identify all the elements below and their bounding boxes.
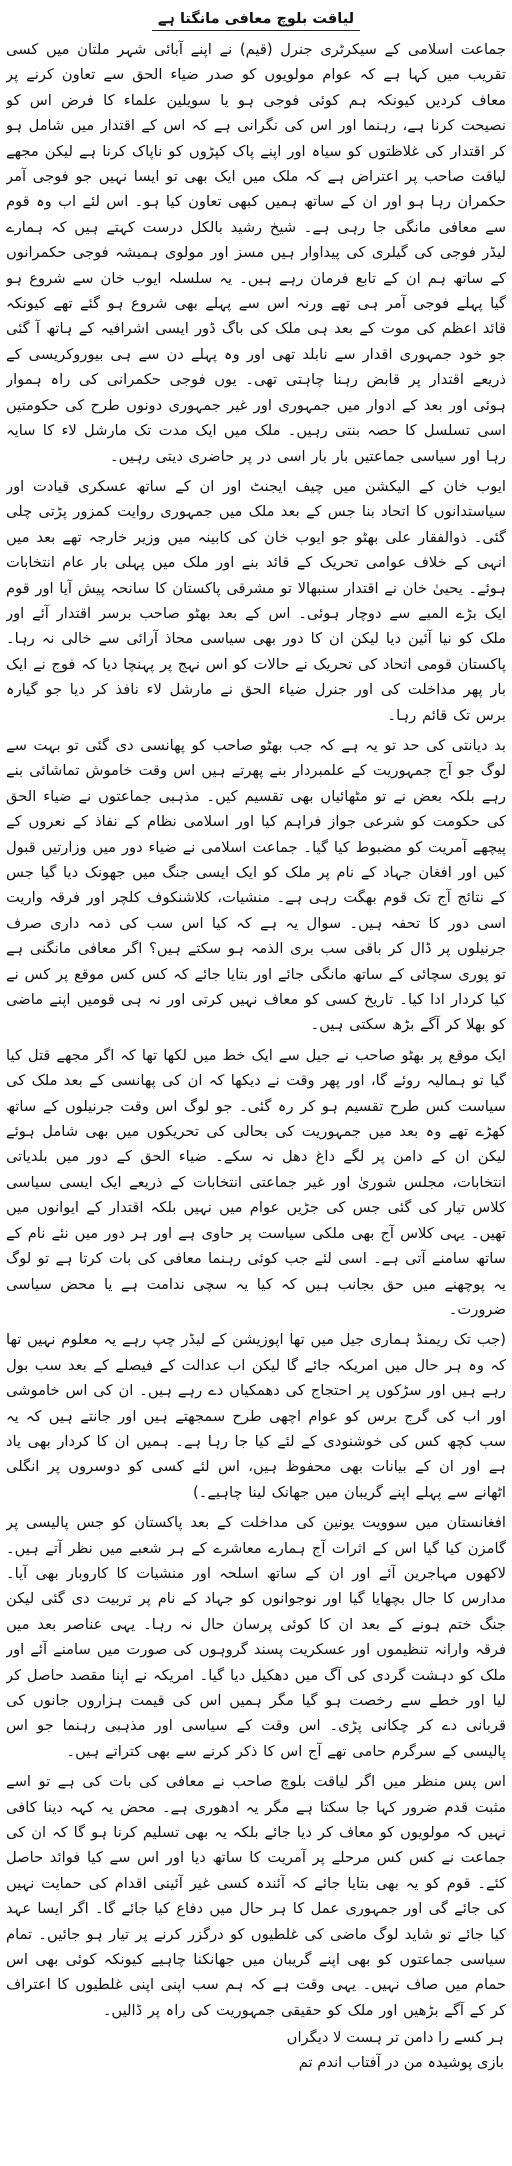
article-headline: لیاقت بلوچ معافی مانگتا ہے xyxy=(152,8,360,31)
article-paragraph: افغانستان میں سوویت یونین کی مداخلت کے بعد پاکستان کو جس پالیسی پر گامزن کیا گیا اس کے اثرات آج ہمارے معاشرے کے ہر شعبے میں نظر آتے ہیں۔ لاکھوں مہاجرین آئے اور ان کے ساتھ اسلحہ اور منشیات کا کاروبار بھی آیا۔ مدارس کا جال بچھایا گیا اور نوجوانوں کو جہاد کے نام پر تربیت دی گئی لیکن جنگ ختم ہونے کے بعد ان کا کوئی پرسان حال نہ رہا۔ یہی عناصر بعد میں فرقہ وارانہ تنظیموں اور عسکریت پسند گروہوں کی صورت میں سامنے آئے اور ملک کو دہشت گردی کی آگ میں دھکیل دیا گیا۔ امریکہ نے اپنا مقصد حاصل کر لیا اور خطے سے رخصت ہو گیا مگر ہمیں اس کی قیمت ہزاروں جانوں کی قربانی دے کر چکانی پڑی۔ اس وقت کے سیاسی اور مذہبی رہنما جو اس پالیسی کے سرگرم حامی تھے آج اس کا ذکر کرنے سے بھی کتراتے ہیں۔ xyxy=(6,1514,506,1760)
article-paragraph: ایک موقع پر بھٹو صاحب نے جیل سے ایک خط میں لکھا تھا کہ اگر مجھے قتل کیا گیا تو ہمالیہ روئے گا، اور پھر وقت نے دیکھا کہ ان کی پھانسی کے بعد ملک کی سیاست کس طرح تقسیم ہو کر رہ گئی۔ جو لوگ اس وقت جرنیلوں کے ساتھ کھڑے تھے وہ بعد میں جمہوریت کی بحالی کی تحریکوں میں بھی شامل ہوئے لیکن ان کے دامن پر لگے داغ دھل نہ سکے۔ ضیاء الحق کے دور میں بلدیاتی انتخابات، مجلس شوریٰ اور غیر جماعتی انتخابات کے ذریعے ایک ایسی سیاسی کلاس تیار کی گئی جس کی جڑیں عوام میں نہیں بلکہ اقتدار کے ایوانوں میں تھیں۔ یہی کلاس آج بھی ملکی سیاست پر حاوی ہے اور ہر دور میں نئے نام کے ساتھ سامنے آتی ہے۔ اسی لئے جب کوئی رہنما معافی کی بات کرتا ہے تو لوگ یہ پوچھنے میں حق بجانب ہیں کہ کیا یہ سچی ندامت ہے یا محض سیاسی ضرورت۔ xyxy=(6,1046,506,1318)
closing-couplet xyxy=(6,2025,506,2075)
article-paragraph: اس پس منظر میں اگر لیاقت بلوچ صاحب نے معافی کی بات کی ہے تو اسے مثبت قدم ضرور کہا جا سکتا ہے مگر یہ ادھوری ہے۔ محض یہ کہہ دینا کافی نہیں کہ مولویوں کو معاف کر دیا جائے بلکہ یہ بھی تسلیم کرنا ہو گا کہ ان کی جماعت نے کس کس مرحلے پر آمریت کا ساتھ دیا اور اس سے کیا فوائد حاصل کئے۔ قوم کو یہ بھی بتایا جائے کہ آئندہ کسی غیر آئینی اقدام کی حمایت نہیں کی جائے گی اور جمہوری عمل کا ہر حال میں دفاع کیا جائے گا۔ اگر ایسا عہد کیا جائے تو شاید لوگ ماضی کی غلطیوں کو درگزر کرنے پر تیار ہو جائیں۔ تمام سیاسی جماعتوں کو بھی اپنے گریبان میں جھانکنا چاہیے کیونکہ کوئی بھی اس حمام میں صاف نہیں۔ یہی وقت ہے کہ ہم سب اپنی اپنی غلطیوں کا اعتراف کر کے آگے بڑھیں اور ملک کو حقیقی جمہوریت کی راہ پر ڈالیں۔ xyxy=(6,1773,506,2019)
article-paragraph: ایوب خان کے الیکشن میں چیف ایجنٹ اور ان کے ساتھ عسکری قیادت اور سیاستدانوں کا اتحاد بنا جس کے بعد ملک میں جمہوری روایت کمزور پڑتی چلی گئی۔ ذوالفقار علی بھٹو جو ایوب خان کی کابینہ میں وزیر خارجہ تھے بعد میں انہی کے خلاف عوامی تحریک کے قائد بنے اور ملک میں پہلی بار عام انتخابات ہوئے۔ یحییٰ خان نے اقتدار سنبھالا تو مشرقی پاکستان کا سانحہ پیش آیا اور قوم ایک بڑے المیے سے دوچار ہوئی۔ اس کے بعد بھٹو صاحب برسر اقتدار آئے اور ملک کو نیا آئین دیا لیکن ان کا دور بھی سیاسی محاذ آرائی سے خالی نہ رہا۔ پاکستان قومی اتحاد کی تحریک نے حالات کو اس نہج پر پہنچا دیا کہ فوج نے ایک بار پھر مداخلت کی اور جنرل ضیاء الحق نے مارشل لاء نافذ کر دیا جو گیارہ برس تک قائم رہا۔ xyxy=(6,477,506,724)
article-paragraph: بد دیانتی کی حد تو یہ ہے کہ جب بھٹو صاحب کو پھانسی دی گئی تو بہت سے لوگ جو آج جمہوریت کے علمبردار بنے پھرتے ہیں اس وقت خاموش تماشائی بنے رہے بلکہ بعض نے تو مٹھائیاں بھی تقسیم کیں۔ مذہبی جماعتوں نے ضیاء الحق کی حکومت کو شرعی جواز فراہم کیا اور اسلامی نظام کے نفاذ کے نعروں کے پیچھے آمریت کو مضبوط کیا گیا۔ جماعت اسلامی نے ضیاء دور میں وزارتیں قبول کیں اور افغان جہاد کے نام پر ملک کو ایک ایسی جنگ میں جھونک دیا گیا جس کے نتائج آج تک قوم بھگت رہی ہے۔ منشیات، کلاشنکوف کلچر اور فرقہ واریت اسی دور کا تحفہ ہیں۔ سوال یہ ہے کہ کیا اس سب کی ذمہ داری صرف جرنیلوں پر ڈال کر باقی سب بری الذمہ ہو سکتے ہیں؟ اگر معافی مانگنی ہے تو پوری سچائی کے ساتھ مانگی جائے اور بتایا جائے کہ کس کس موقع پر کس نے کیا کردار ادا کیا۔ تاریخ کسی کو معاف نہیں کرتی اور نہ ہی قومیں اپنے ماضی کو بھلا کر آگے بڑھ سکتی ہیں۔ xyxy=(6,736,506,1034)
article-column xyxy=(6,6,506,2160)
bracketed-paragraph: (جب تک ریمنڈ ہماری جیل میں تھا اپوزیشن کے لیڈر چپ رہے یہ معلوم نہیں تھا کہ وہ ہر حال میں امریکہ جائے گا لیکن اب عدالت کے فیصلے کے بعد سب بول رہے ہیں اور سڑکوں پر احتجاج کی دھمکیاں دے رہے ہیں۔ ان کی اس خاموشی اور اب کی گرج برس کو عوام اچھی طرح سمجھتے ہیں اور جانتے ہیں کہ یہ سب کچھ کس کی خوشنودی کے لئے کیا جا رہا ہے۔ ہمیں ان کا کردار بھی یاد ہے اور ان کے بیانات بھی محفوظ ہیں، اس لئے کسی کو دوسروں پر انگلی اٹھانے سے پہلے اپنے گریبان میں جھانک لینا چاہیے۔) xyxy=(6,1331,506,1501)
article-body xyxy=(6,37,506,2023)
couplet-line-2: بازی پوشیدہ من در آفتاب اندم تم xyxy=(298,2054,504,2072)
article-paragraph: جماعت اسلامی کے سیکرٹری جنرل (قیم) نے اپنے آبائی شہر ملتان میں کسی تقریب میں کہا ہے کہ عوام مولویوں کو صدر ضیاء الحق سے تعاون کرنے پر معاف کردیں کیونکہ ہم کوئی فوجی ہو یا سویلین علماء کا فرض اس کو نصیحت کرنا ہے، رہنما اور اس کی نگرانی ہے کہ اس کے اقتدار میں شامل ہو کر اقتدار کی غلاظتوں کو سیاہ اور اپنے پاک کپڑوں کو ناپاک کرنا ہے لیکن مجھے لیاقت صاحب پر اعتراض ہے کہ ملک میں ایک بھی تو ایسا نہیں جو فوجی آمر حکمران رہا ہو اور ان کے ساتھ ہمیں کبھی تعاون کیا ہو۔ اس لئے اب وہ قوم سے معافی مانگی جا رہی ہے۔ شیخ رشید بالکل درست کہتے ہیں کہ ہمارے لیڈر فوجی کی گیلری کی پیداوار ہیں مسز اور مولوی ہمیشہ فوجی حکمرانوں کے ساتھ ہم ان کے تابع فرمان رہے ہیں۔ یہ سلسلہ ایوب خان سے شروع ہو گیا پہلے فوجی آمر ہی تھے ورنہ اس سے پہلے بھی شروع ہو گئے تھے کیونکہ قائد اعظم کی موت کے بعد ہی ملک کی باگ ڈور ایسی اشرافیہ کے ہاتھ آ گئی جو خود جمہوری اقدار سے نابلد تھی اور وہ پہلے دن سے ہی بیوروکریسی کے ذریعے اقتدار پر قابض رہنا چاہتی تھی۔ یوں فوجی حکمرانی کی راہ ہموار ہوئی اور بعد کے ادوار میں جمہوری اور غیر جمہوری دونوں طرح کی حکومتیں اسی تسلسل کا حصہ بنتی رہیں۔ ملک میں ایک مدت تک مارشل لاء کا سایہ رہا اور سیاسی جماعتیں بار بار اسی در پر حاضری دیتی رہیں۔ xyxy=(6,41,506,465)
headline-wrapper xyxy=(6,6,506,35)
couplet-line-1: ہر کسے را دامن تر ہست لا دیگراں xyxy=(286,2029,504,2047)
